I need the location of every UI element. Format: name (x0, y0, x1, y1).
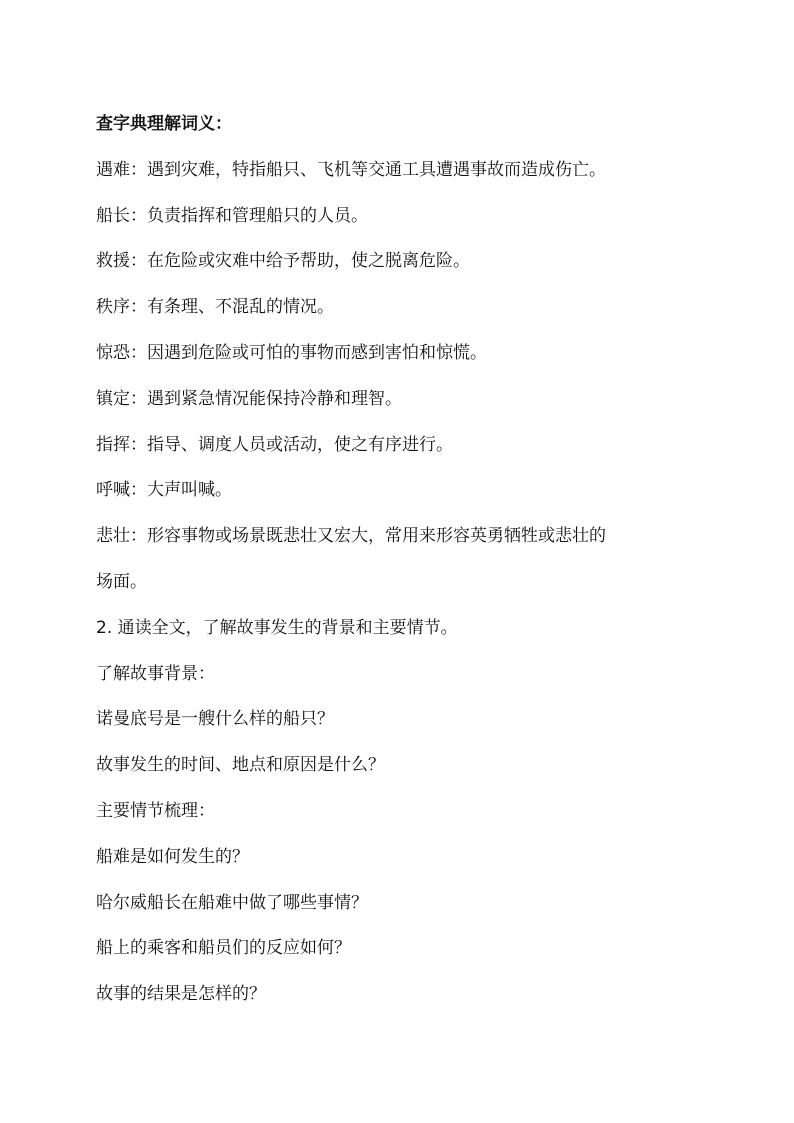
question-captain-actions: 哈尔威船长在船难中做了哪些事情？ (96, 892, 368, 913)
subheading-plot: 主要情节梳理： (96, 800, 215, 821)
definition-zhending: 镇定：遇到紧急情况能保持冷静和理智。 (96, 388, 402, 409)
definition-zhihui: 指挥：指导、调度人员或活动，使之有序进行。 (96, 434, 453, 455)
section-heading-dictionary: 查字典理解词义： (96, 114, 232, 134)
question-how-shipwreck: 船难是如何发生的？ (96, 846, 249, 867)
subheading-background: 了解故事背景： (96, 663, 215, 684)
question-ship-type: 诺曼底号是一艘什么样的船只？ (96, 709, 334, 730)
step-2-heading: 2. 通读全文，了解故事发生的背景和主要情节。 (96, 617, 458, 638)
definition-beizhuang-continued: 场面。 (96, 571, 147, 592)
question-story-result: 故事的结果是怎样的？ (96, 984, 266, 1005)
document-body (96, 102, 696, 1018)
definition-jiuyuan: 救援：在危险或灾难中给予帮助，使之脱离危险。 (96, 251, 470, 272)
definition-jingkong: 惊恐：因遇到危险或可怕的事物而感到害怕和惊慌。 (96, 342, 487, 363)
question-passenger-reaction: 船上的乘客和船员们的反应如何？ (96, 938, 351, 959)
definition-chuanzhang: 船长：负责指挥和管理船只的人员。 (96, 205, 368, 226)
definition-yunan: 遇难：遇到灾难，特指船只、飞机等交通工具遭遇事故而造成伤亡。 (96, 159, 606, 180)
definition-beizhuang: 悲壮：形容事物或场景既悲壮又宏大，常用来形容英勇牺牲或悲壮的 (96, 526, 606, 547)
definition-huhan: 呼喊：大声叫喊。 (96, 480, 232, 501)
question-time-place-cause: 故事发生的时间、地点和原因是什么？ (96, 755, 385, 776)
definition-zhixu: 秩序：有条理、不混乱的情况。 (96, 297, 334, 318)
